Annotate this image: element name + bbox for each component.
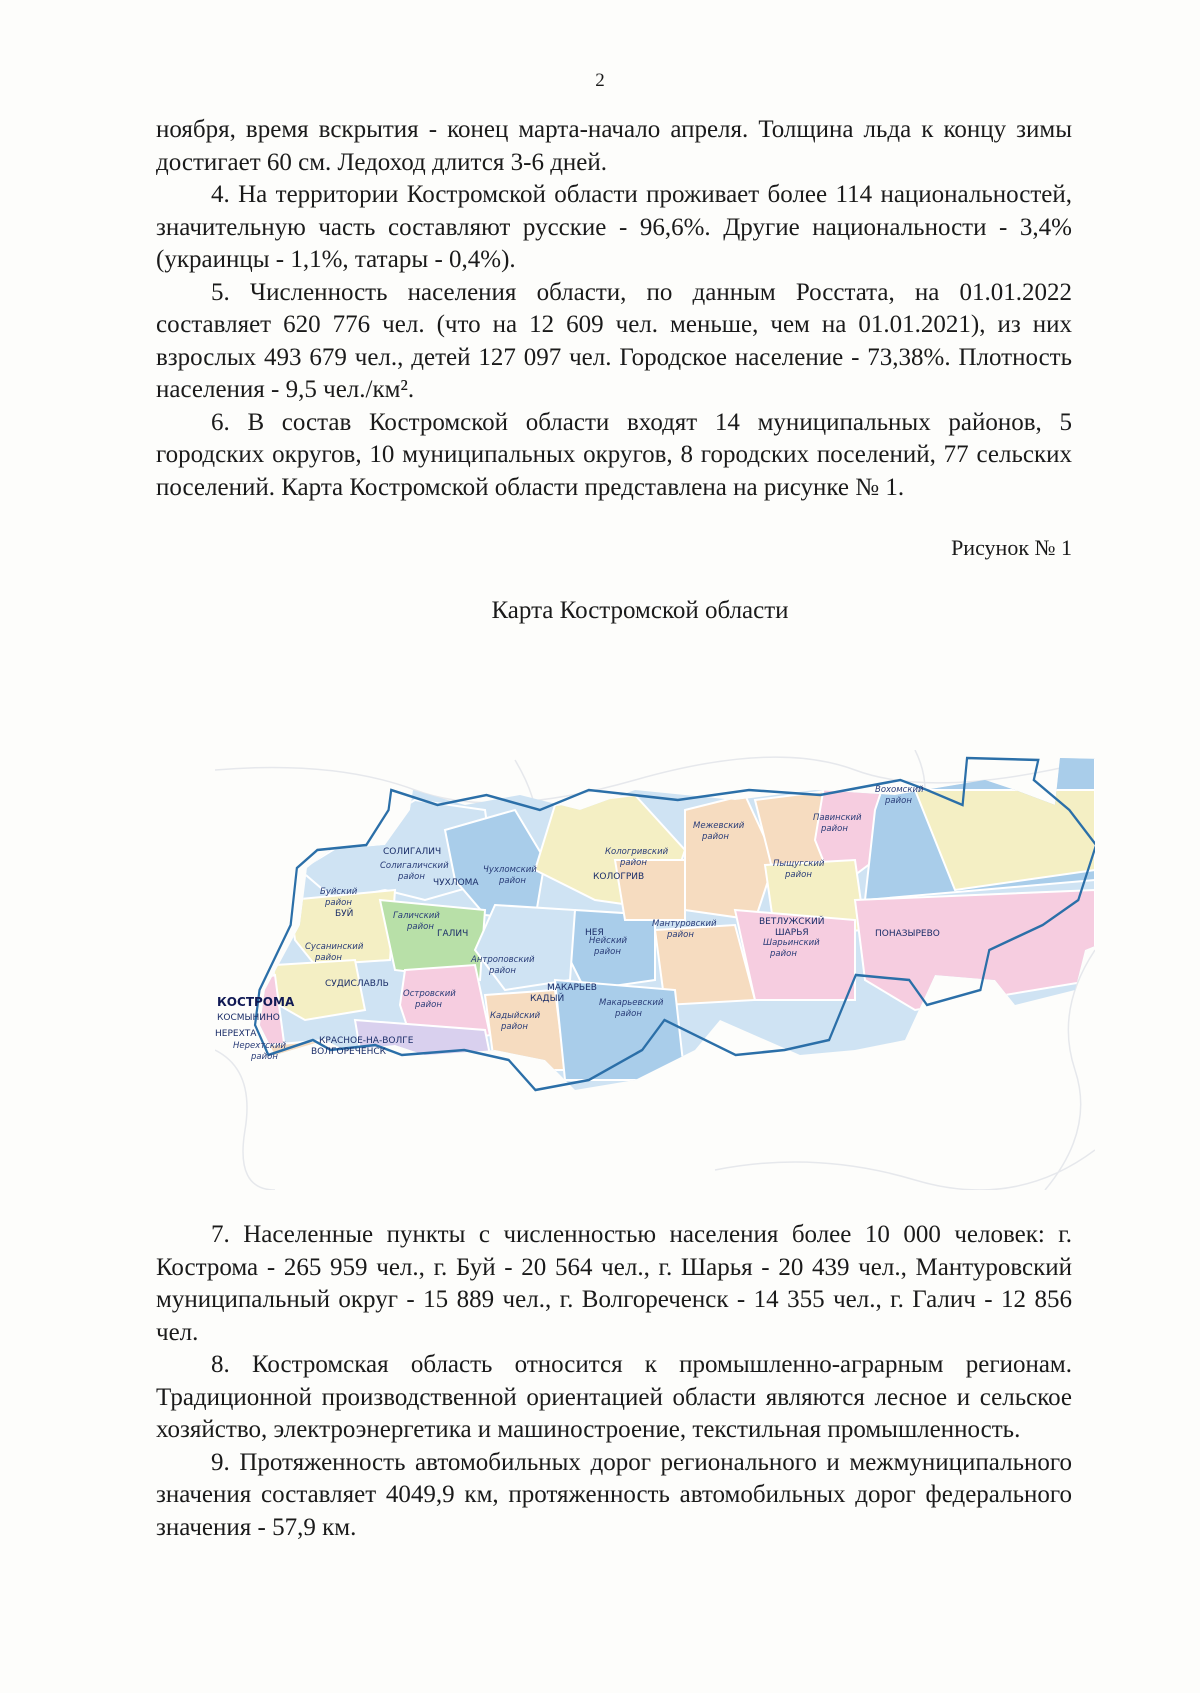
paragraph-roads: 9. Протяженность автомобильных дорог регионального и межмуниципального значения составляет 4049,9 км, протяженность автомобильных дорог федерального значения - 57,9 км. — [156, 1448, 1072, 1541]
page-number: 2 — [595, 70, 605, 91]
district-label: район — [785, 870, 812, 880]
paragraph-economy: 8. Костромская область относится к промышленно-аграрным регионам. Традиционной производственной ориентацией области являются лесное и сельское хозяйство, электроэнергетика и машиностроение, текстильная промышленность. — [156, 1351, 1072, 1443]
district-label: Сусанинский — [305, 942, 364, 952]
district-label: Чухломский — [483, 865, 537, 875]
district-label: Кадыйский — [490, 1011, 541, 1021]
figure-label: Рисунок № 1 — [951, 535, 1072, 560]
city-label: КАДЫЙ — [530, 994, 565, 1004]
district-label: район — [415, 1000, 442, 1010]
bottom-text-block — [156, 1219, 1072, 1544]
district-label: район — [489, 966, 516, 976]
district-label: Межевский — [693, 821, 745, 831]
city-label: КОСМЫНИНО — [217, 1013, 280, 1023]
city-label: КОЛОГРИВ — [593, 872, 645, 882]
city-label: МАКАРЬЕВ — [547, 983, 597, 993]
paragraph-continuation: ноября, время вскрытия - конец марта-начало апреля. Толщина льда к концу зимы достигает 60 см. Ледоход длится 3-6 дней. — [156, 116, 1072, 176]
city-label: НЕРЕХТА — [215, 1029, 257, 1039]
city-label: СОЛИГАЛИЧ — [383, 847, 442, 857]
district-label: Нейский — [589, 936, 628, 946]
city-label: НЕЯ — [585, 928, 604, 938]
district-label: Антроповский — [471, 955, 535, 965]
region-map — [215, 750, 1095, 1190]
paragraph-settlements: 7. Населенные пункты с численностью населения более 10 000 человек: г. Кострома - 265 959 чел., г. Буй - 20 564 чел., г. Шарья - 20 439 чел., Мантуровский муниципальный округ - 15 889 чел., г. Волгореченск - 14 355 чел., г. Галич - 12 856 чел. — [156, 1221, 1072, 1346]
district-label: Пыщугский — [773, 859, 825, 869]
district-label: район — [407, 922, 434, 932]
district-label: район — [315, 953, 342, 963]
district-label: Павинский — [813, 813, 862, 823]
city-label-kostroma: КОСТРОМА — [217, 995, 295, 1009]
city-label: ВЕТЛУЖСКИЙ — [759, 917, 825, 927]
district-label: район — [251, 1052, 278, 1062]
region-map-svg — [215, 750, 1095, 1190]
paragraph-municipalities: 6. В состав Костромской области входят 14 муниципальных районов, 5 городских округов, 10 муниципальных округов, 8 городских поселений, 77 сельских поселений. Карта Костромской области представлена на рисунке № 1. — [156, 408, 1072, 501]
district-label: Галичский — [393, 911, 440, 921]
figure-title: Карта Костромской области — [491, 597, 789, 624]
district-label: Буйский — [320, 887, 358, 897]
paragraph-population: 5. Численность населения области, по данным Росстата, на 01.01.2022 составляет 620 776 чел. (что на 12 609 чел. меньше, чем на 01.01.2021), из них взрослых 493 679 чел., детей 127 097 чел. Городское население - 73,38%. Плотность населения - 9,5 чел./км². — [156, 278, 1072, 403]
city-label: ПОНАЗЫРЕВО — [875, 929, 940, 939]
city-label: ГАЛИЧ — [437, 929, 469, 939]
district-label: район — [885, 796, 912, 806]
city-label: ВОЛГОРЕЧЕНСК — [311, 1047, 387, 1057]
district-label: район — [398, 872, 425, 882]
district-label: район — [702, 832, 729, 842]
district-label: район — [325, 898, 352, 908]
district-label: район — [620, 858, 647, 868]
district-label: район — [594, 947, 621, 957]
district-label: Островский — [403, 989, 456, 999]
city-label: БУЙ — [335, 909, 354, 919]
district-label: район — [615, 1009, 642, 1019]
district-label: район — [667, 930, 694, 940]
district-label: Вохомский — [875, 785, 924, 795]
district-label: Нерехтский — [233, 1041, 287, 1051]
district-label: район — [821, 824, 848, 834]
city-label: СУДИСЛАВЛЬ — [325, 979, 389, 989]
district-label: Мантуровский — [652, 919, 717, 929]
district-shapes — [215, 750, 1095, 1190]
district-label: Кологривский — [605, 847, 669, 857]
district-label: район — [501, 1022, 528, 1032]
top-text-block — [156, 114, 1072, 504]
district-label: Солигаличский — [380, 861, 449, 871]
paragraph-nationalities: 4. На территории Костромской области проживает более 114 национальностей, значительную часть составляют русские - 96,6%. Другие национальности - 3,4% (украинцы - 1,1%, татары - 0,4%). — [156, 181, 1072, 273]
district-label: Макарьевский — [599, 998, 664, 1008]
city-label: КРАСНОЕ-НА-ВОЛГЕ — [319, 1036, 414, 1046]
district-label: район — [770, 949, 797, 959]
city-label: ШАРЬЯ — [775, 928, 809, 938]
city-label: ЧУХЛОМА — [433, 878, 479, 888]
district-label: район — [499, 876, 526, 886]
district-label: Шарьинский — [763, 938, 820, 948]
